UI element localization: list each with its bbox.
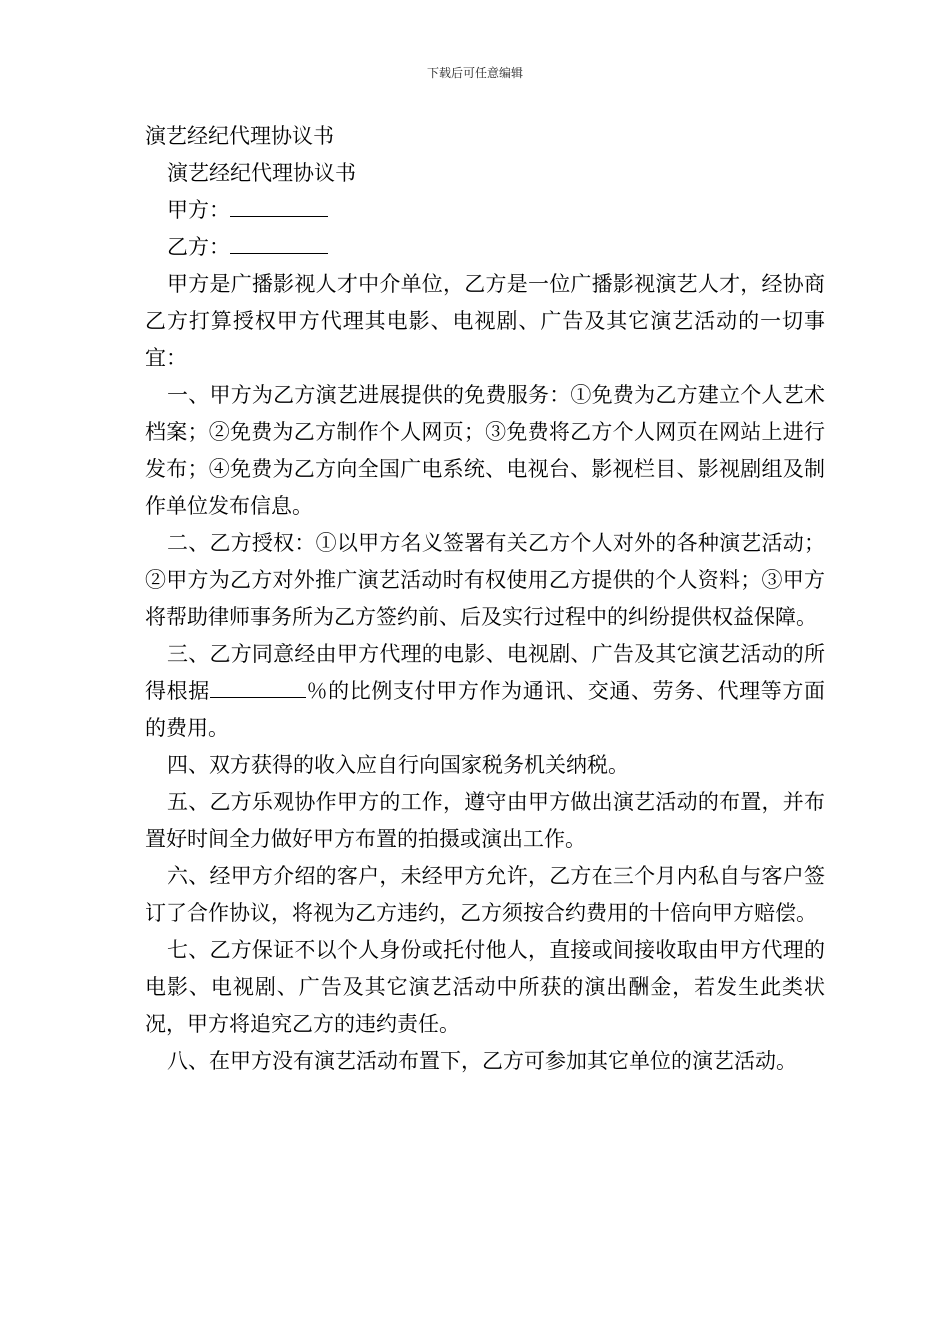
clause-4: 四、双方获得的收入应自行向国家税务机关纳税。 <box>167 753 629 777</box>
clause-6: 六、经甲方介绍的客户，未经甲方允许，乙方在三个月内私自与客户签订了合作协议，将视为乙方违约，乙方须按合约费用的十倍向甲方赔偿。 <box>145 864 825 925</box>
party-b-line <box>145 229 825 266</box>
clause-3-before: 三、乙方同意经由甲方代理的电影、电视剧、广告及其它演艺活动的所得根据 <box>145 642 825 703</box>
clause-1: 一、甲方为乙方演艺进展提供的免费服务：①免费为乙方建立个人艺术档案；②免费为乙方制作个人网页；③免费将乙方个人网页在网站上进行发布；④免费为乙方向全国广电系统、电视台、影视栏目、影视剧组及制作单位发布信息。 <box>145 383 825 518</box>
intro-paragraph: 甲方是广播影视人才中介单位，乙方是一位广播影视演艺人才，经协商乙方打算授权甲方代理其电影、电视剧、广告及其它演艺活动的一切事宜： <box>145 272 825 370</box>
clause-5: 五、乙方乐观协作甲方的工作，遵守由甲方做出演艺活动的布置，并布置好时间全力做好甲方布置的拍摄或演出工作。 <box>145 790 825 851</box>
document-body <box>145 118 825 1080</box>
percentage-blank <box>210 675 306 698</box>
clause-8: 八、在甲方没有演艺活动布置下，乙方可参加其它单位的演艺活动。 <box>167 1049 797 1073</box>
clause-2: 二、乙方授权：①以甲方名义签署有关乙方个人对外的各种演艺活动；②甲方为乙方对外推广演艺活动时有权使用乙方提供的个人资料；③甲方将帮助律师事务所为乙方签约前、后及实行过程中的纠纷提供权益保障。 <box>145 531 825 629</box>
party-b-label: 乙方： <box>167 235 230 259</box>
party-b-blank <box>230 231 328 254</box>
party-a-label: 甲方： <box>167 198 230 222</box>
party-a-line <box>145 192 825 229</box>
clause-3-after: ％的比例支付甲方作为通讯、交通、劳务、代理等方面的费用。 <box>145 679 825 740</box>
clause-7: 七、乙方保证不以个人身份或托付他人，直接或间接收取由甲方代理的电影、电视剧、广告及其它演艺活动中所获的演出酬金，若发生此类状况，甲方将追究乙方的违约责任。 <box>145 938 825 1036</box>
page-header-note: 下载后可任意编辑 <box>426 66 523 80</box>
document-subtitle: 演艺经纪代理协议书 <box>167 161 356 185</box>
clause-3 <box>145 636 825 747</box>
document-title: 演艺经纪代理协议书 <box>145 124 334 148</box>
party-a-blank <box>230 194 328 217</box>
